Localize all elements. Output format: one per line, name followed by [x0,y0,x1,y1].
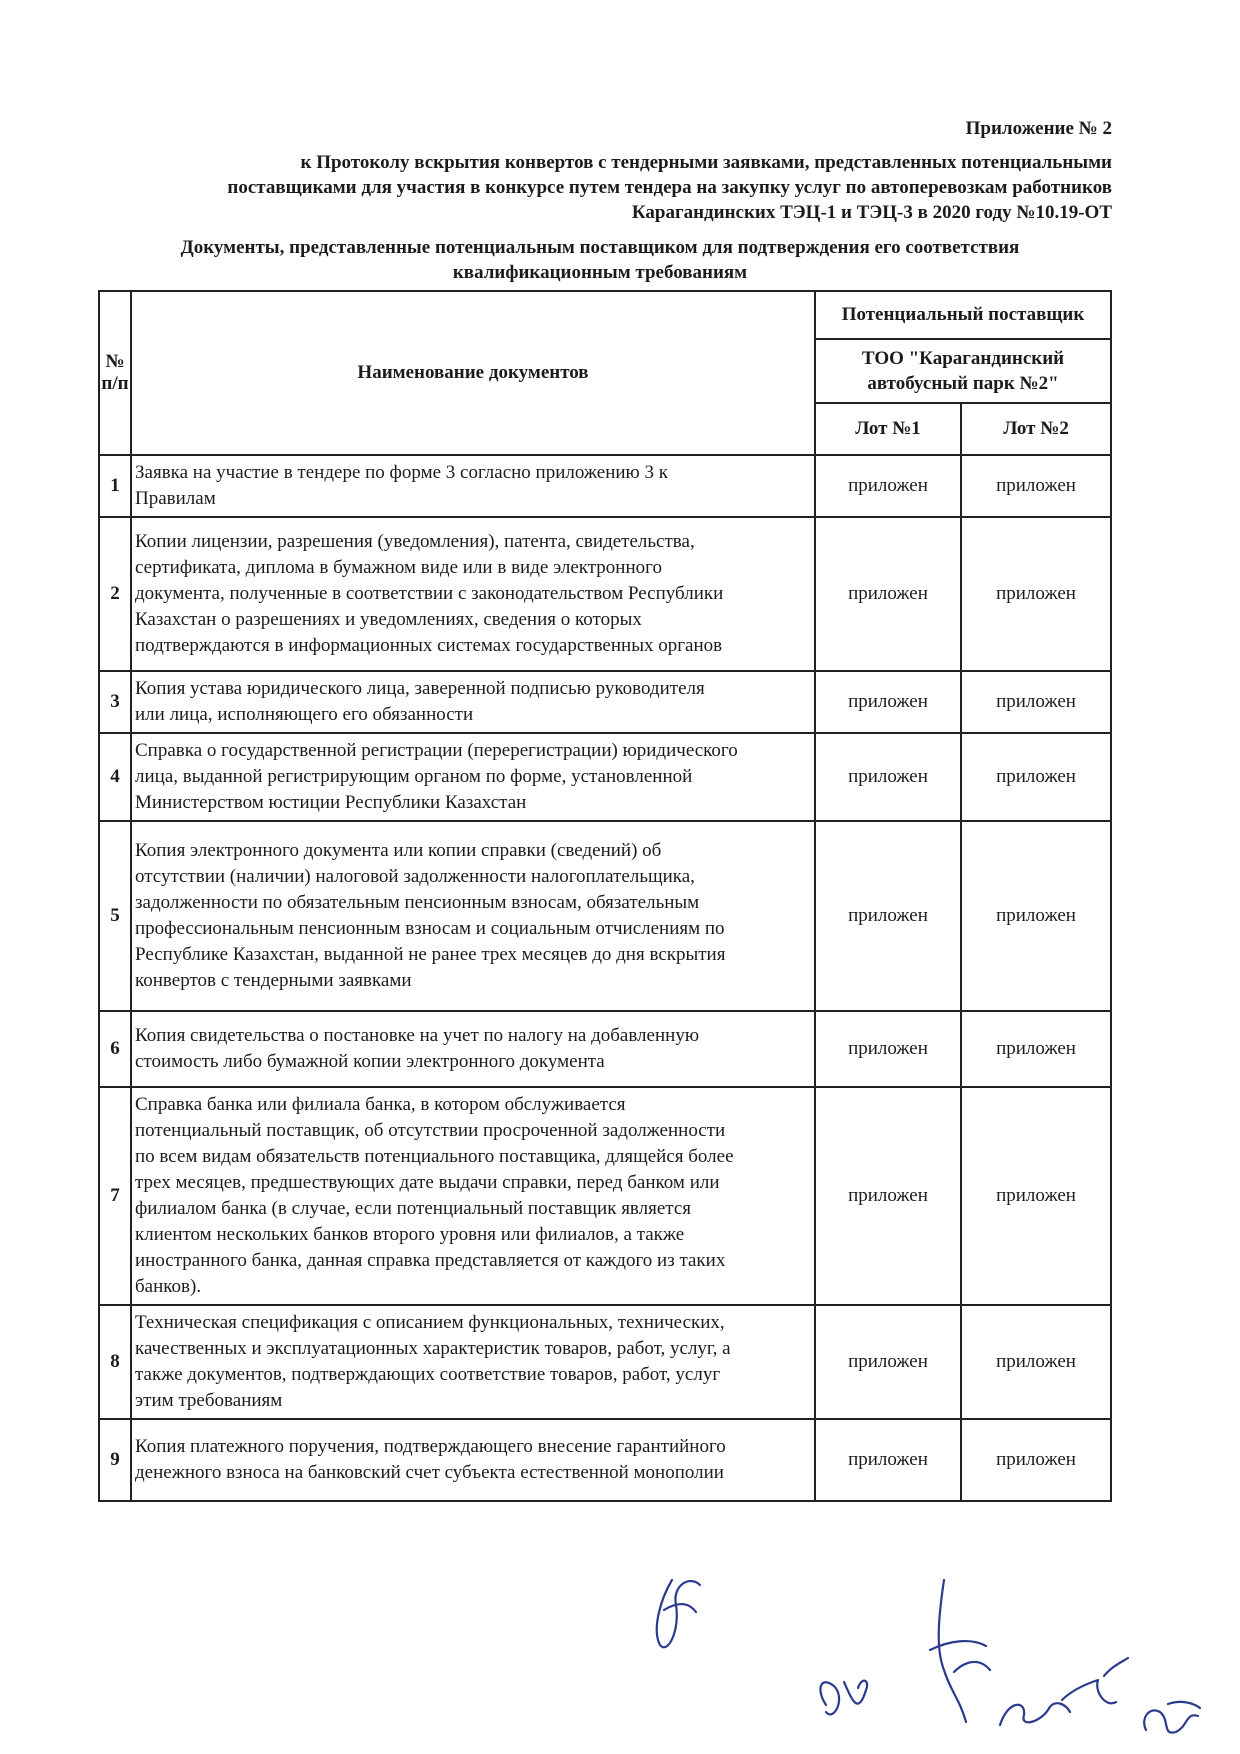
lot2-header: Лот №2 [961,403,1111,455]
document-name-line: подтверждаются в информационных системах государственных органов [135,635,723,656]
table-row [99,821,1111,1011]
table-row [99,1087,1111,1305]
row-number: 4 [99,733,131,821]
signature-2 [820,1681,867,1715]
lot2-status: приложен [961,1087,1111,1305]
lot1-status: приложен [815,821,961,1011]
row-number: 7 [99,1087,131,1305]
lot1-status: приложен [815,671,961,733]
row-number: 8 [99,1305,131,1419]
document-name-line: Справка банка или филиала банка, в котором обслуживается [135,1094,626,1115]
document-name [131,671,815,733]
documents-table [98,290,1112,1502]
document-name-line: Копии лицензии, разрешения (уведомления), патента, свидетельства, [135,531,695,552]
supplier-group-header: Потенциальный поставщик [815,291,1111,339]
document-name-line: филиалом банка (в случае, если потенциальный поставщик является [135,1198,692,1219]
lot1-status: приложен [815,455,961,517]
document-name-line: по всем видам обязательств потенциального поставщика, длящейся более [135,1146,734,1167]
signature-1 [657,1580,700,1647]
table-row [99,455,1111,517]
lot1-header: Лот №1 [815,403,961,455]
document-name-line: Копия платежного поручения, подтверждающего внесение гарантийного [135,1436,726,1457]
row-number: 1 [99,455,131,517]
document-name-line: сертификата, диплома в бумажном виде или в виде электронного [135,557,662,578]
document-name-line: Копия свидетельства о постановке на учет по налогу на добавленную [135,1025,700,1046]
document-name-line: этим требованиям [135,1390,283,1411]
signature-3 [930,1580,990,1722]
table-row [99,1419,1111,1501]
document-name-line: Министерством юстиции Республики Казахстан [135,792,527,813]
col-name-header: Наименование документов [131,291,815,455]
document-name [131,821,815,1011]
table-row [99,1305,1111,1419]
document-name [131,733,815,821]
document-name-line: или лица, исполняющего его обязанности [135,704,474,725]
document-name [131,1305,815,1419]
lot2-status: приложен [961,1305,1111,1419]
heading-line: Документы, представленные потенциальным поставщиком для подтверждения его соответствия [180,237,1020,258]
lot2-status: приложен [961,517,1111,671]
table-row [99,1011,1111,1087]
document-name-line: качественных и эксплуатационных характеристик товаров, работ, услуг, а [135,1338,731,1359]
document-name-line: Копия устава юридического лица, заверенной подписью руководителя [135,678,705,699]
lot1-status: приложен [815,733,961,821]
signature-5 [1144,1702,1200,1733]
col-number-header: № п/п [99,291,131,455]
document-name-line: стоимость либо бумажной копии электронного документа [135,1051,605,1072]
document-name [131,1419,815,1501]
row-number: 5 [99,821,131,1011]
row-number: 2 [99,517,131,671]
lot1-status: приложен [815,1011,961,1087]
appendix-label: Приложение № 2 [965,118,1112,139]
document-heading [100,235,1100,285]
document-name-line: документа, полученные в соответствии с законодательством Республики [135,583,724,604]
lot2-status: приложен [961,455,1111,517]
document-name-line: лица, выданной регистрирующим органом по форме, установленной [135,766,693,787]
supplier-name-header [815,339,1111,403]
supplier-name-line: автобусный парк №2" [867,373,1059,394]
document-name [131,455,815,517]
document-name-line: задолженности по обязательным пенсионным взносам, обязательным [135,892,700,913]
row-number: 3 [99,671,131,733]
table-row [99,517,1111,671]
row-number: 6 [99,1011,131,1087]
lot2-status: приложен [961,733,1111,821]
document-name [131,1011,815,1087]
subtitle-line: поставщиками для участия в конкурсе путем тендера на закупку услуг по автоперевозкам работников [227,177,1112,198]
lot1-status: приложен [815,1305,961,1419]
lot2-status: приложен [961,1419,1111,1501]
document-name-line: отсутствии (наличии) налоговой задолженности налогоплательщика, [135,866,695,887]
heading-line: квалификационным требованиям [452,262,748,283]
document-name-line: банков). [135,1276,202,1297]
signature-4 [1000,1658,1128,1725]
lot1-status: приложен [815,1419,961,1501]
table-row [99,733,1111,821]
document-name-line: трех месяцев, предшествующих дате выдачи справки, перед банком или [135,1172,720,1193]
document-name-line: Заявка на участие в тендере по форме 3 согласно приложению 3 к [135,462,668,483]
document-name-line: Правилам [135,488,216,509]
table-row [99,671,1111,733]
document-name-line: конвертов с тендерными заявками [135,970,412,991]
document-name [131,1087,815,1305]
document-name [131,517,815,671]
supplier-name-line: ТОО "Карагандинский [861,348,1065,369]
subtitle-line: Карагандинских ТЭЦ-1 и ТЭЦ-3 в 2020 году №10.19-ОТ [631,202,1112,223]
lot2-status: приложен [961,671,1111,733]
document-name-line: потенциальный поставщик, об отсутствии просроченной задолженности [135,1120,726,1141]
document-name-line: также документов, подтверждающих соответствие товаров, работ, услуг [135,1364,721,1385]
protocol-subtitle [110,150,1112,225]
document-name-line: денежного взноса на банковский счет субъекта естественной монополии [135,1462,724,1483]
document-name-line: иностранного банка, данная справка представляется от каждого из таких [135,1250,726,1271]
document-name-line: Справка о государственной регистрации (перерегистрации) юридического [135,740,738,761]
document-name-line: Казахстан о разрешениях и уведомлениях, сведения о которых [135,609,642,630]
lot2-status: приложен [961,1011,1111,1087]
row-number: 9 [99,1419,131,1501]
lot1-status: приложен [815,1087,961,1305]
document-name-line: клиентом нескольких банков второго уровня или филиалов, а также [135,1224,685,1245]
document-name-line: профессиональным пенсионным взносам и социальным отчислениям по [135,918,725,939]
document-name-line: Республике Казахстан, выданной не ранее трех месяцев до дня вскрытия [135,944,726,965]
document-name-line: Копия электронного документа или копии справки (сведений) об [135,840,662,861]
lot1-status: приложен [815,517,961,671]
document-name-line: Техническая спецификация с описанием функциональных, технических, [135,1312,725,1333]
lot2-status: приложен [961,821,1111,1011]
subtitle-line: к Протоколу вскрытия конвертов с тендерными заявками, представленных потенциальными [300,152,1112,173]
